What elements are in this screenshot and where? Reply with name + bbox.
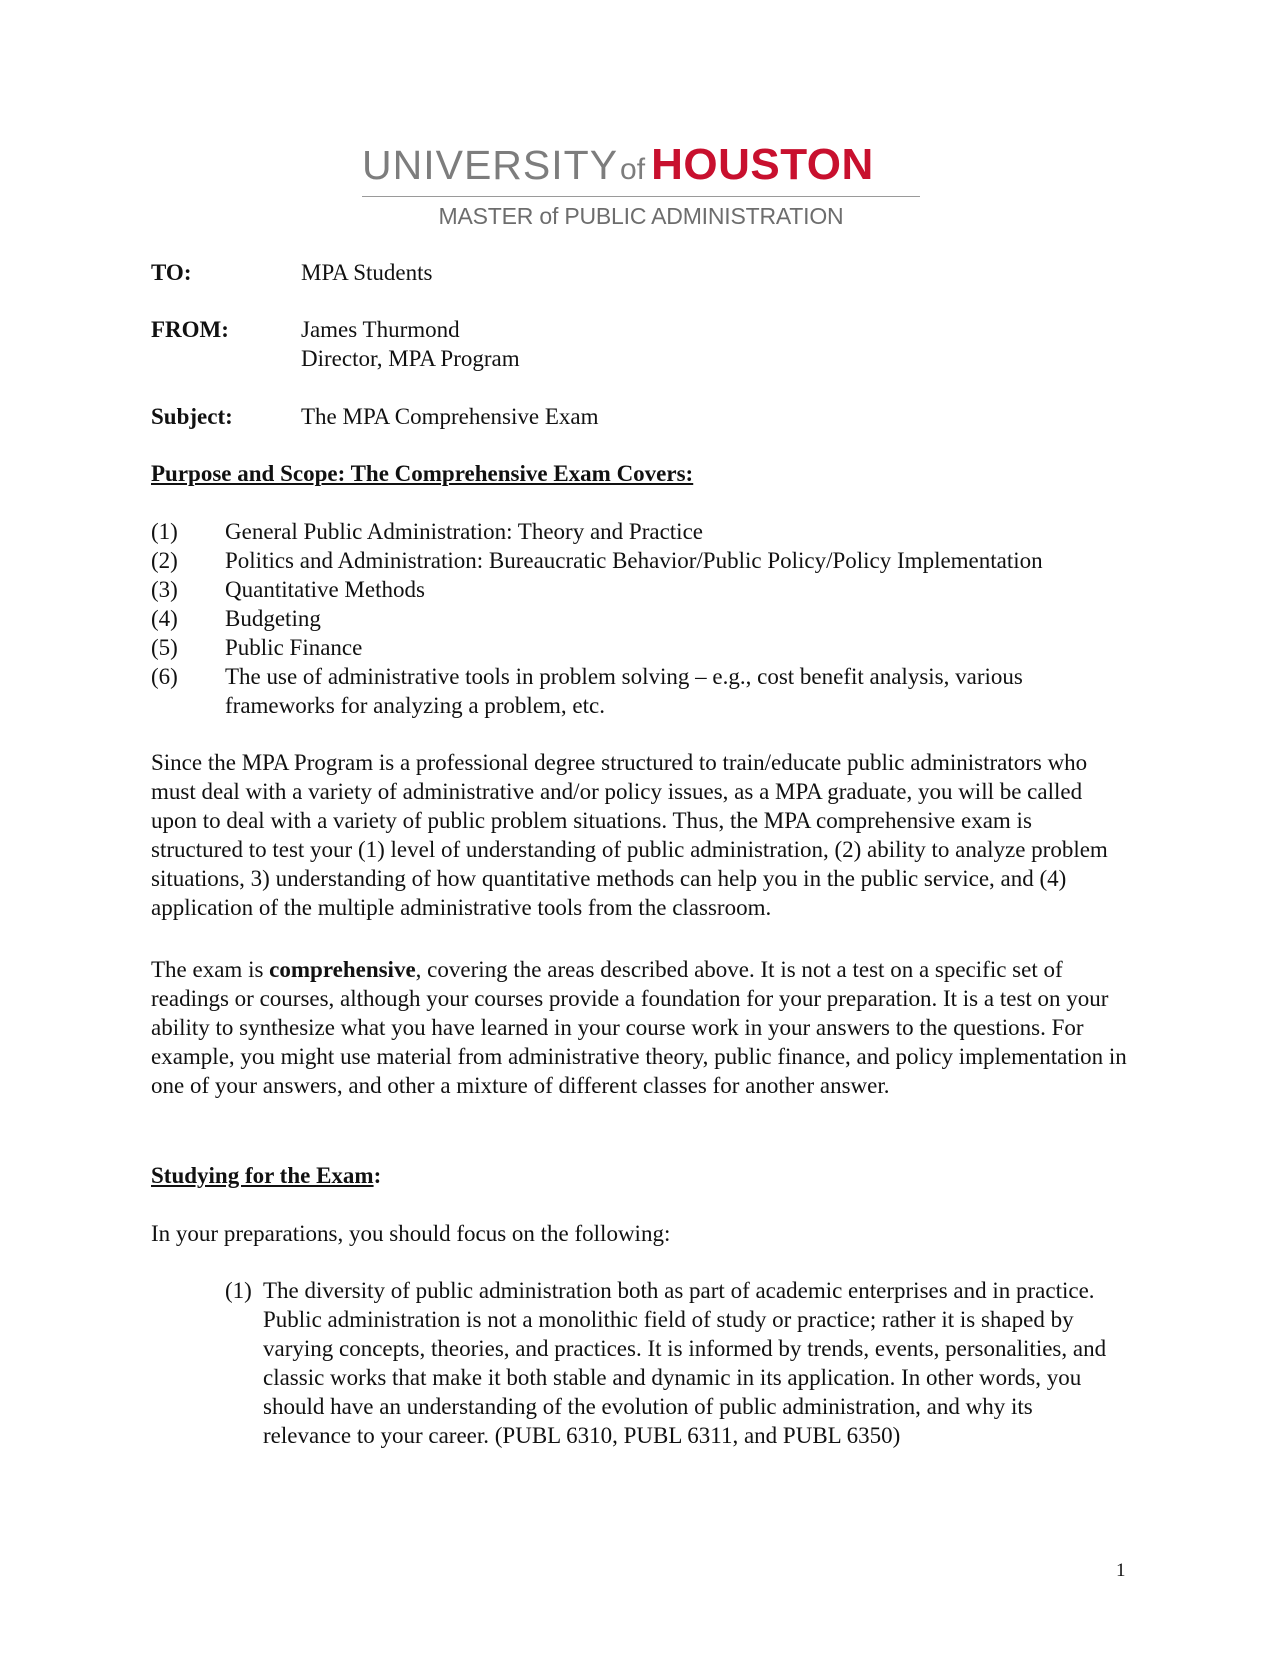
purpose-heading: Purpose and Scope: The Comprehensive Exam Covers:: [151, 461, 694, 486]
memo-from-name: James Thurmond: [301, 317, 460, 342]
memo-subject-row: [151, 402, 1051, 432]
memo-from-label: FROM:: [151, 317, 229, 342]
list-item: [151, 604, 1131, 633]
memo-from-title: Director, MPA Program: [301, 346, 520, 371]
list-item-number: (2): [151, 548, 178, 573]
paragraph-text: , covering the areas described above. It is not a test on a specific set of readings or courses, although your courses provide a foundation for your preparation. It is a test on your ability to synthesize what you have learned in your course work in your answers to the questions. For example, you might use material from administrative theory, public finance, and policy implementation in one of your answers, and other a mixture of different classes for another answer.: [151, 957, 1127, 1098]
university-logo: [362, 140, 920, 230]
list-item: [151, 546, 1131, 575]
body-paragraph-1: Since the MPA Program is a professional degree structured to train/educate public administrators who must deal with a variety of administrative and/or policy issues, as a MPA graduate, you will be called upon to deal with a variety of public problem situations. Thus, the MPA comprehensive exam is structured to test your (1) level of understanding of public administration, (2) ability to analyze problem situations, 3) understanding of how quantitative methods can help you in the public service, and (4) application of the multiple administrative tools from the classroom.: [151, 750, 1108, 920]
memo-to-row: [151, 258, 1051, 288]
memo-to-value: MPA Students: [301, 260, 433, 285]
studying-intro: In your preparations, you should focus on the following:: [151, 1221, 671, 1246]
list-item: [151, 633, 1131, 662]
memo-from-row: [151, 315, 1051, 375]
list-item: [151, 575, 1131, 604]
focus-item-1: [225, 1276, 1115, 1450]
list-item-text: Quantitative Methods: [225, 577, 425, 602]
list-item-number: (6): [151, 664, 178, 689]
logo-divider: [362, 196, 920, 197]
logo-university-text: UNIVERSITY: [362, 142, 619, 188]
paragraph-text: The exam is: [151, 957, 270, 982]
list-item: [151, 662, 1131, 720]
list-item: [151, 517, 1131, 546]
memo-subject-label: Subject:: [151, 404, 233, 429]
focus-item-number: (1): [225, 1278, 252, 1303]
studying-heading-colon: :: [373, 1163, 382, 1188]
memo-to-label: TO:: [151, 260, 192, 285]
logo-of-text: of: [620, 153, 646, 186]
memo-subject-value: The MPA Comprehensive Exam: [301, 404, 599, 429]
list-item-number: (4): [151, 606, 178, 631]
list-item-text: The use of administrative tools in problem solving – e.g., cost benefit analysis, various frameworks for analyzing a problem, etc.: [225, 664, 1023, 718]
purpose-list: [151, 517, 1131, 720]
studying-heading: [151, 1163, 381, 1189]
page-number: 1: [1116, 1560, 1126, 1581]
list-item-number: (3): [151, 577, 178, 602]
list-item-text: Politics and Administration: Bureaucratic Behavior/Public Policy/Policy Implementation: [225, 548, 1043, 573]
list-item-number: (5): [151, 635, 178, 660]
focus-item-text: The diversity of public administration both as part of academic enterprises and in practice. Public administration is not a monolithic field of study or practice; rather it is shaped by varying concepts, theories, and practices. It is informed by trends, events, personalities, and classic works that make it both stable and dynamic in its application. In other words, you should have an understanding of the evolution of public administration, and why its relevance to your career. (PUBL 6310, PUBL 6311, and PUBL 6350): [263, 1278, 1107, 1448]
studying-heading-text: Studying for the Exam: [151, 1163, 374, 1188]
logo-houston-text: HOUSTON: [651, 140, 874, 189]
list-item-text: Budgeting: [225, 606, 321, 631]
paragraph-bold-text: comprehensive: [269, 957, 416, 982]
logo-subtitle: MASTER of PUBLIC ADMINISTRATION: [438, 203, 844, 229]
body-paragraph-2: [151, 955, 1129, 1100]
list-item-text: Public Finance: [225, 635, 363, 660]
list-item-number: (1): [151, 519, 178, 544]
list-item-text: General Public Administration: Theory and Practice: [225, 519, 703, 544]
logo-wordmark: [362, 140, 920, 192]
